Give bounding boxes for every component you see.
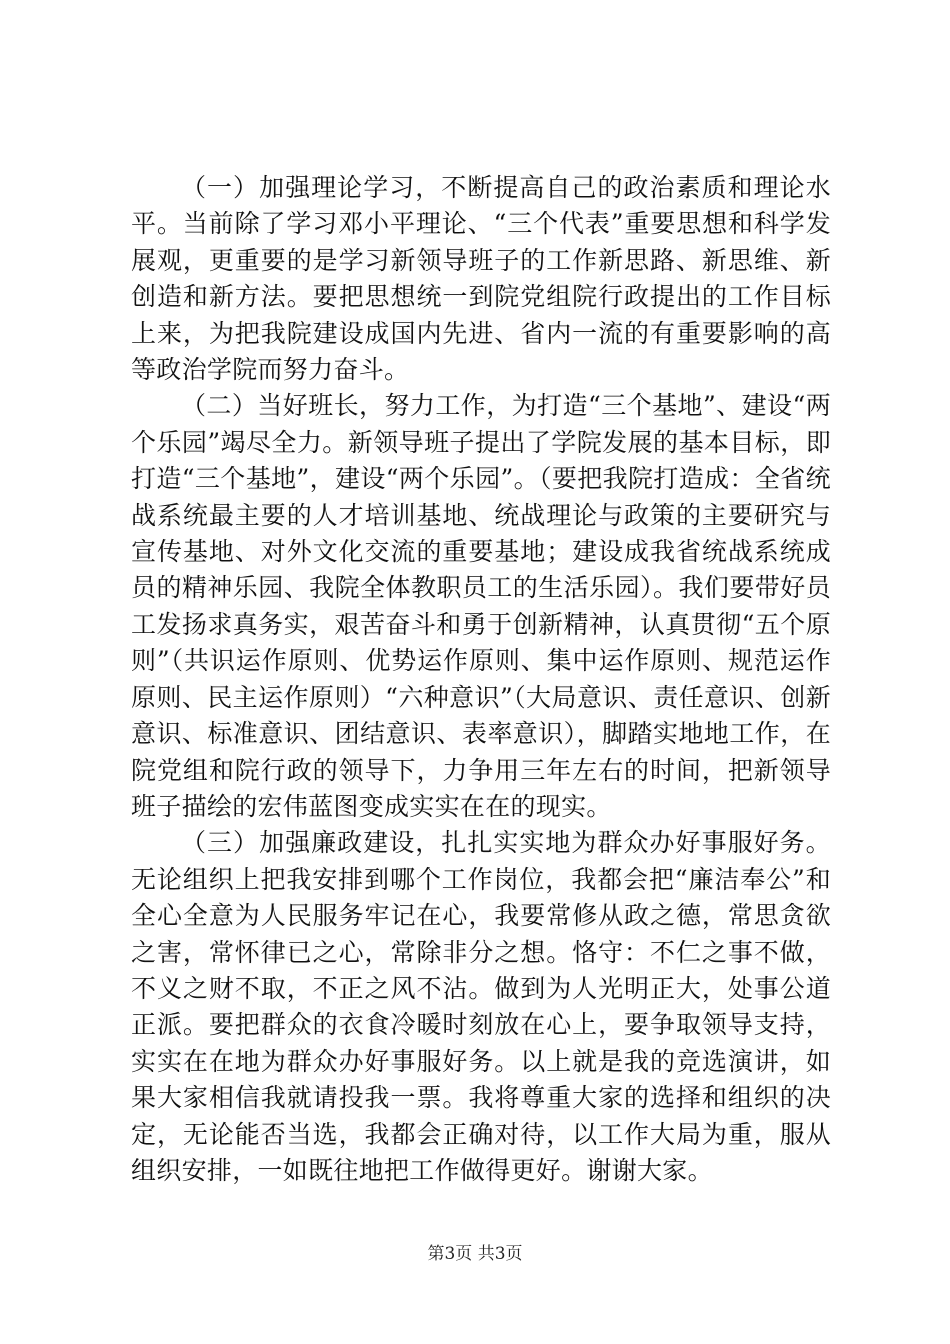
page-footer: 第3页 共3页 [427, 1244, 523, 1264]
document-body [131, 170, 831, 1189]
paragraph-1: （一）加强理论学习，不断提高自己的政治素质和理论水平。当前除了学习邓小平理论、“三个代表”重要思想和科学发展观，更重要的是学习新领导班子的工作新思路、新思维、新创造和新方法。要把思想统一到院党组院行政提出的工作目标上来，为把我院建设成国内先进、省内一流的有重要影响的高等政治学院而努力奋斗。 [131, 173, 831, 385]
paragraph-3: （三）加强廉政建设，扎扎实实地为群众办好事服好务。无论组织上把我安排到哪个工作岗位，我都会把“廉洁奉公”和全心全意为人民服务牢记在心，我要常修从政之德，常思贪欲之害，常怀律已之心，常除非分之想。恪守：不仁之事不做，不义之财不取，不正之风不沾。做到为人光明正大，处事公道正派。要把群众的衣食冷暖时刻放在心上，要争取领导支持，实实在在地为群众办好事服好务。以上就是我的竞选演讲，如果大家相信我就请投我一票。我将尊重大家的选择和组织的决定，无论能否当选，我都会正确对待，以工作大局为重，服从组织安排，一如既往地把工作做得更好。谢谢大家。 [131, 828, 831, 1185]
paragraph-2: （二）当好班长，努力工作，为打造“三个基地”、建设“两个乐园”竭尽全力。新领导班子提出了学院发展的基本目标，即打造“三个基地”，建设“两个乐园”。（要把我院打造成：全省统战系统最主要的人才培训基地、统战理论与政策的主要研究与宣传基地、对外文化交流的重要基地；建设成我省统战系统成员的精神乐园、我院全体教职员工的生活乐园）。我们要带好员工发扬求真务实，艰苦奋斗和勇于创新精神，认真贯彻“五个原则”（共识运作原则、优势运作原则、集中运作原则、规范运作原则、民主运作原则）“六种意识”（大局意识、责任意识、创新意识、标准意识、团结意识、表率意识），脚踏实地地工作，在院党组和院行政的领导下，力争用三年左右的时间，把新领导班子描绘的宏伟蓝图变成实实在在的现实。 [131, 391, 831, 821]
